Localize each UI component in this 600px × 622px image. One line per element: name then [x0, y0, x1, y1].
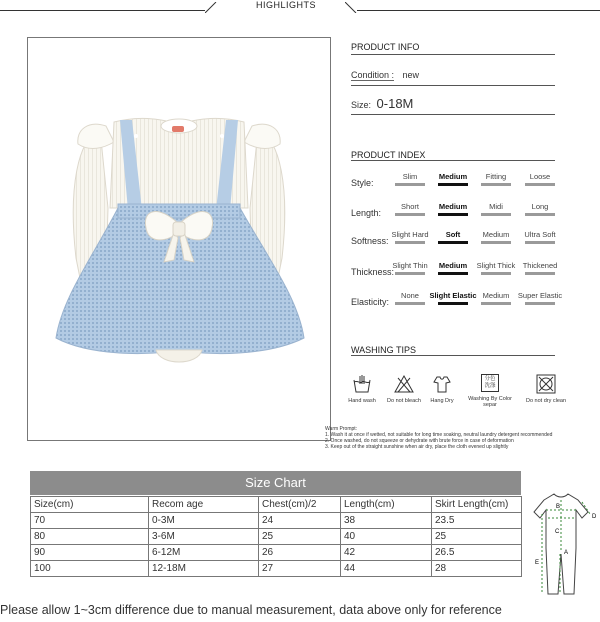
index-option — [472, 172, 520, 186]
table-cell: 42 — [341, 545, 432, 561]
index-option — [386, 230, 434, 244]
index-option — [516, 172, 564, 186]
warm-prompt-title: Warm Prompt: — [325, 426, 358, 432]
index-option-bar — [525, 272, 555, 275]
index-option — [429, 202, 477, 216]
index-option-label: Slight Thin — [392, 261, 428, 270]
table-cell: 28 — [432, 561, 522, 577]
index-option — [472, 230, 520, 244]
index-option — [472, 202, 520, 216]
index-option-label: Slim — [402, 172, 418, 181]
index-option-label: Slight Thick — [476, 261, 516, 270]
index-option-bar — [481, 213, 511, 216]
index-option-label: None — [401, 291, 419, 300]
warm-prompt — [325, 426, 552, 450]
index-option — [516, 202, 564, 216]
wash-label: Do not bleach — [387, 398, 421, 404]
size-row — [351, 96, 413, 111]
index-option-bar — [525, 302, 555, 305]
table-cell: 6-12M — [149, 545, 259, 561]
index-option-bar — [525, 241, 555, 244]
index-option-bar — [481, 272, 511, 275]
warm-prompt-line: 3. Keep out of the straight sunshine when air dry, place the cloth evened up slightly — [325, 444, 509, 450]
table-cell: 44 — [341, 561, 432, 577]
index-option-bar — [481, 241, 511, 244]
index-option-label: Medium — [438, 202, 468, 211]
table-cell: 24 — [259, 513, 341, 529]
index-option-label: Thickened — [522, 261, 558, 270]
measurement-diagram — [520, 488, 600, 600]
hand-wash-icon — [352, 374, 372, 394]
product-index-rule — [351, 160, 555, 161]
header-slash-right — [345, 0, 357, 11]
table-row — [31, 513, 522, 529]
index-option-bar — [481, 302, 511, 305]
index-option-bar — [438, 272, 468, 275]
wash-item-hang-dry — [416, 374, 468, 404]
do-not-bleach-icon — [394, 374, 414, 394]
table-header-cell: Length(cm) — [341, 497, 432, 513]
table-cell: 70 — [31, 513, 149, 529]
index-option-label: Midi — [489, 202, 503, 211]
wash-item-no-dry-clean — [520, 374, 572, 404]
diagram-letter: C — [555, 529, 560, 535]
product-index-title: PRODUCT INDEX — [351, 150, 426, 160]
table-row — [31, 529, 522, 545]
condition-value: new — [402, 70, 420, 80]
header-slash-left — [205, 0, 217, 11]
warm-prompt-line: 1. Wash it at once if wetted, not suitable for long time soaking, neutral laundry detergent recommended — [325, 432, 553, 438]
diagram-letter: A — [564, 550, 569, 556]
table-row — [31, 545, 522, 561]
index-option — [429, 230, 477, 244]
index-option — [472, 261, 520, 275]
index-row-label: Elasticity: — [351, 297, 390, 307]
index-option-bar — [438, 241, 468, 244]
header-rule-left — [0, 10, 205, 11]
size-value: 0-18M — [376, 96, 414, 111]
table-header-cell: Skirt Length(cm) — [432, 497, 522, 513]
index-option — [429, 172, 477, 186]
table-cell: 26 — [259, 545, 341, 561]
do-not-dry-clean-icon — [536, 374, 556, 394]
index-option — [516, 230, 564, 244]
index-option — [516, 291, 564, 305]
index-row-label: Softness: — [351, 236, 389, 246]
index-option — [386, 261, 434, 275]
index-option-label: Medium — [438, 261, 468, 270]
index-option — [386, 172, 434, 186]
condition-row — [351, 70, 419, 81]
table-cell: 0-3M — [149, 513, 259, 529]
index-option — [386, 291, 434, 305]
size-rule — [351, 114, 555, 115]
table-header-cell: Size(cm) — [31, 497, 149, 513]
table-cell: 26.5 — [432, 545, 522, 561]
table-cell: 80 — [31, 529, 149, 545]
hang-dry-icon — [432, 374, 452, 394]
index-option-bar — [481, 183, 511, 186]
table-cell: 90 — [31, 545, 149, 561]
washing-tips-rule — [351, 355, 555, 356]
index-option — [429, 261, 477, 275]
diagram-letter: D — [592, 514, 597, 520]
index-option-label: Fitting — [485, 172, 507, 181]
table-header-cell: Chest(cm)/2 — [259, 497, 341, 513]
size-label: Size: — [351, 100, 372, 110]
measurement-note: Please allow 1~3cm difference due to manual measurement, data above only for reference — [0, 603, 502, 617]
index-option-bar — [525, 213, 555, 216]
table-cell: 25 — [432, 529, 522, 545]
table-cell: 40 — [341, 529, 432, 545]
index-option-bar — [438, 183, 468, 186]
index-option-label: Medium — [482, 291, 510, 300]
size-chart-table — [30, 496, 522, 577]
index-option-bar — [438, 302, 468, 305]
condition-rule — [351, 85, 555, 86]
index-option-label: Medium — [438, 172, 468, 181]
wash-label: Do not dry clean — [525, 398, 567, 404]
index-option-bar — [395, 272, 425, 275]
table-cell: 25 — [259, 529, 341, 545]
table-cell: 23.5 — [432, 513, 522, 529]
index-row-label: Length: — [351, 208, 382, 218]
index-option-bar — [395, 183, 425, 186]
product-info-rule — [351, 54, 555, 55]
product-photo — [27, 37, 331, 441]
size-chart-title: Size Chart — [30, 471, 521, 495]
washing-tips-title: WASHING TIPS — [351, 345, 417, 355]
table-header-cell: Recom age — [149, 497, 259, 513]
diagram-letter: E — [535, 560, 540, 566]
index-option — [386, 202, 434, 216]
index-option-label: Ultra Soft — [524, 230, 556, 239]
product-info-title: PRODUCT INFO — [351, 42, 420, 52]
warm-prompt-line: 2. Once washed, do not squeeze or dehydrate with brute force in case of deformation — [325, 438, 514, 444]
index-row-label: Style: — [351, 178, 374, 188]
table-cell: 3-6M — [149, 529, 259, 545]
index-option-label: Short — [401, 202, 419, 211]
table-header-row — [31, 497, 522, 513]
index-option-label: Long — [531, 202, 549, 211]
table-cell: 38 — [341, 513, 432, 529]
table-cell: 27 — [259, 561, 341, 577]
wash-item-by-color — [464, 374, 516, 408]
index-option-bar — [438, 213, 468, 216]
index-option-bar — [395, 302, 425, 305]
index-option-label: Slight Hard — [391, 230, 429, 239]
index-option-label: Slight Elastic — [429, 291, 477, 300]
index-option-bar — [395, 241, 425, 244]
index-option-label: Medium — [482, 230, 510, 239]
table-cell: 12-18M — [149, 561, 259, 577]
wash-label: Washing By Color separ — [468, 396, 512, 408]
table-row — [31, 561, 522, 577]
wash-label: Hang Dry — [430, 398, 454, 404]
diagram-letter: B — [556, 504, 561, 510]
index-option-label: Super Elastic — [517, 291, 563, 300]
index-option-label: Soft — [445, 230, 461, 239]
wash-by-color-icon: 分色 洗涤 — [481, 374, 499, 392]
romper-dress-illustration — [28, 38, 330, 440]
index-option-label: Loose — [529, 172, 551, 181]
index-option — [516, 261, 564, 275]
index-row-label: Thickness: — [351, 267, 395, 277]
condition-label: Condition : — [351, 70, 395, 80]
table-cell: 100 — [31, 561, 149, 577]
wash-label: Hand wash — [348, 398, 376, 404]
header-rule-right — [357, 10, 600, 11]
index-option — [429, 291, 477, 305]
index-option-bar — [395, 213, 425, 216]
index-option — [472, 291, 520, 305]
header-title: HIGHLIGHTS — [256, 0, 317, 10]
index-option-bar — [525, 183, 555, 186]
